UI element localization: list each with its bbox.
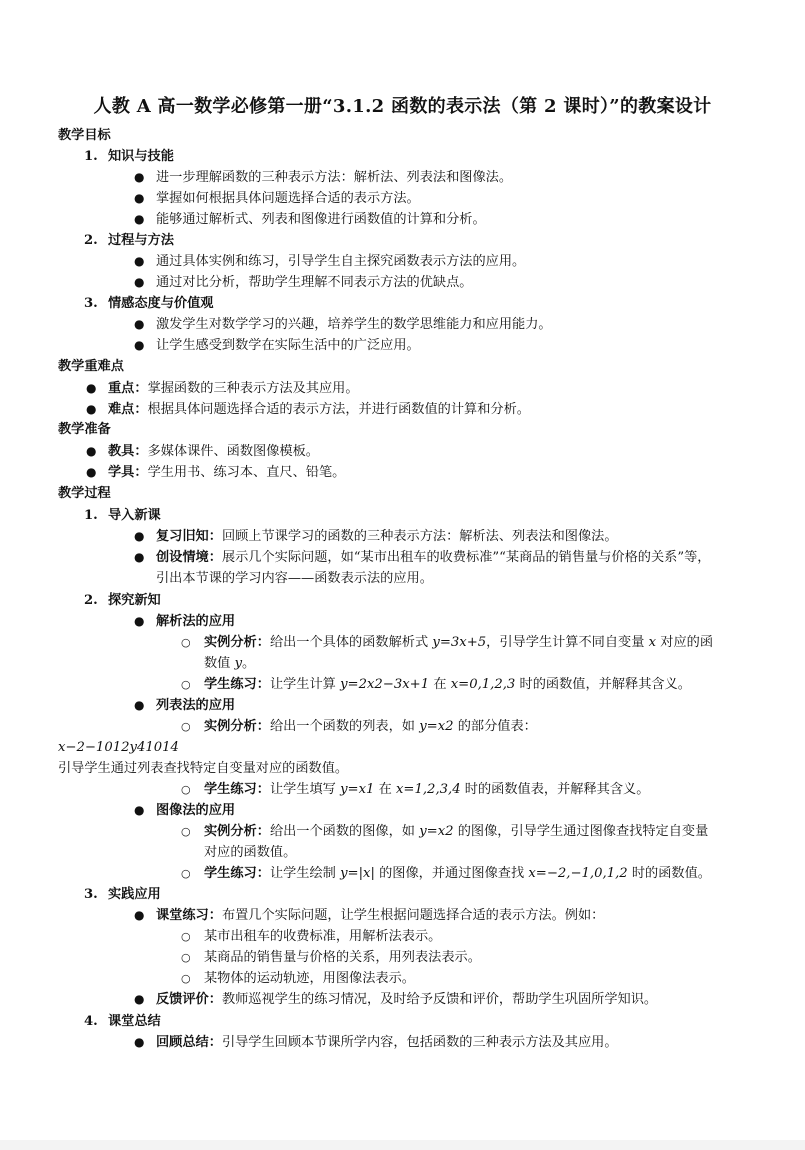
- analytic-example: 实例分析：给出一个具体的函数解析式 y=3x+5，引导学生计算不同自变量 x 对应的函: [204, 635, 714, 650]
- goal-3-point-1: 激发学生对数学学习的兴趣，培养学生的数学思维能力和应用能力。: [156, 317, 552, 332]
- table-guide: 引导学生通过列表查找特定自变量对应的函数值。: [58, 761, 349, 776]
- analytic-title: 解析法的应用: [156, 614, 236, 629]
- bullet-icon: ●: [86, 444, 97, 458]
- bullet-icon: ●: [134, 550, 145, 564]
- bullet-icon: ●: [134, 275, 145, 289]
- heading-process: 教学过程: [58, 486, 111, 501]
- circle-bullet-icon: ○: [181, 678, 191, 691]
- bullet-icon: ●: [134, 803, 145, 817]
- document-title: 人教 A 高一数学必修第一册“3.1.2 函数的表示法（第 2 课时）”的教案设计: [93, 96, 712, 117]
- table-raw-row: x−2−1012y41014: [58, 740, 179, 755]
- bullet-icon: ●: [86, 402, 97, 416]
- graph-title: 图像法的应用: [156, 803, 236, 818]
- step-1-scenario-cont: 引出本节课的学习内容——函数表示法的应用。: [156, 571, 433, 586]
- bullet-icon: ●: [86, 465, 97, 479]
- bullet-icon: ●: [134, 908, 145, 922]
- step-4-summary: 回顾总结：引导学生回顾本节课所学内容，包括函数的三种表示方法及其应用。: [156, 1035, 618, 1050]
- key-point-1: 重点：掌握函数的三种表示方法及其应用。: [108, 381, 359, 396]
- heading-prep: 教学准备: [58, 422, 111, 437]
- step-3-title: 3. 实践应用: [84, 887, 161, 902]
- bullet-icon: ●: [134, 317, 145, 331]
- heading-goals: 教学目标: [58, 128, 111, 143]
- table-example: 实例分析：给出一个函数的列表，如 y=x2 的部分值表：: [204, 719, 537, 734]
- circle-bullet-icon: ○: [181, 825, 191, 838]
- goal-1-point-1: 进一步理解函数的三种表示方法：解析法、列表法和图像法。: [156, 170, 513, 185]
- circle-bullet-icon: ○: [181, 783, 191, 796]
- step-3-sub-1: 某市出租车的收费标准，用解析法表示。: [204, 929, 442, 944]
- prep-item-1: 教具：多媒体课件、函数图像模板。: [108, 444, 319, 459]
- step-3-sub-3: 某物体的运动轨迹，用图像法表示。: [204, 971, 415, 986]
- bullet-icon: ●: [134, 191, 145, 205]
- heading-key-points: 教学重难点: [58, 359, 124, 374]
- circle-bullet-icon: ○: [181, 867, 191, 880]
- step-4-title: 4. 课堂总结: [84, 1014, 161, 1029]
- goal-2-point-1: 通过具体实例和练习，引导学生自主探究函数表示方法的应用。: [156, 254, 526, 269]
- table-title: 列表法的应用: [156, 698, 236, 713]
- goal-1-point-3: 能够通过解析式、列表和图像进行函数值的计算和分析。: [156, 212, 486, 227]
- circle-bullet-icon: ○: [181, 930, 191, 943]
- bullet-icon: ●: [134, 614, 145, 628]
- step-1-scenario: 创设情境：展示几个实际问题，如“某市出租车的收费标准”“某商品的销售量与价格的关系”等，: [156, 550, 711, 565]
- analytic-example-cont: 数值 y。: [204, 656, 256, 671]
- circle-bullet-icon: ○: [181, 636, 191, 649]
- prep-item-2: 学具：学生用书、练习本、直尺、铅笔。: [108, 465, 346, 480]
- bullet-icon: ●: [134, 254, 145, 268]
- step-2-title: 2. 探究新知: [84, 593, 161, 608]
- goal-3-title: 3. 情感态度与价值观: [84, 296, 214, 311]
- table-practice: 学生练习：让学生填写 y=x1 在 x=1,2,3,4 时的函数值表，并解释其含义。: [204, 782, 650, 797]
- step-3-practice: 课堂练习：布置几个实际问题，让学生根据问题选择合适的表示方法。例如：: [156, 908, 605, 923]
- step-3-feedback: 反馈评价：教师巡视学生的练习情况，及时给予反馈和评价，帮助学生巩固所学知识。: [156, 992, 658, 1007]
- goal-2-title: 2. 过程与方法: [84, 233, 174, 248]
- step-1-title: 1. 导入新课: [84, 508, 161, 523]
- bullet-icon: ●: [134, 212, 145, 226]
- bullet-icon: ●: [134, 698, 145, 712]
- goal-3-point-2: 让学生感受到数学在实际生活中的广泛应用。: [156, 338, 420, 353]
- bullet-icon: ●: [134, 1035, 145, 1049]
- bullet-icon: ●: [86, 381, 97, 395]
- bullet-icon: ●: [134, 170, 145, 184]
- graph-practice: 学生练习：让学生绘制 y=|x| 的图像，并通过图像查找 x=−2,−1,0,1,2 时的函数值。: [204, 866, 711, 881]
- goal-2-point-2: 通过对比分析，帮助学生理解不同表示方法的优缺点。: [156, 275, 473, 290]
- key-point-2: 难点：根据具体问题选择合适的表示方法，并进行函数值的计算和分析。: [108, 402, 530, 417]
- step-3-sub-2: 某商品的销售量与价格的关系，用列表法表示。: [204, 950, 481, 965]
- circle-bullet-icon: ○: [181, 951, 191, 964]
- goal-1-point-2: 掌握如何根据具体问题选择合适的表示方法。: [156, 191, 420, 206]
- circle-bullet-icon: ○: [181, 972, 191, 985]
- step-1-review: 复习旧知：回顾上节课学习的函数的三种表示方法：解析法、列表法和图像法。: [156, 529, 618, 544]
- bullet-icon: ●: [134, 992, 145, 1006]
- graph-example-cont: 对应的函数值。: [204, 845, 297, 860]
- bullet-icon: ●: [134, 338, 145, 352]
- graph-example: 实例分析：给出一个函数的图像，如 y=x2 的图像，引导学生通过图像查找特定自变量: [204, 824, 709, 839]
- bullet-icon: ●: [134, 529, 145, 543]
- circle-bullet-icon: ○: [181, 720, 191, 733]
- analytic-practice: 学生练习：让学生计算 y=2x2−3x+1 在 x=0,1,2,3 时的函数值，并解释其含义。: [204, 677, 691, 692]
- goal-1-title: 1. 知识与技能: [84, 149, 174, 164]
